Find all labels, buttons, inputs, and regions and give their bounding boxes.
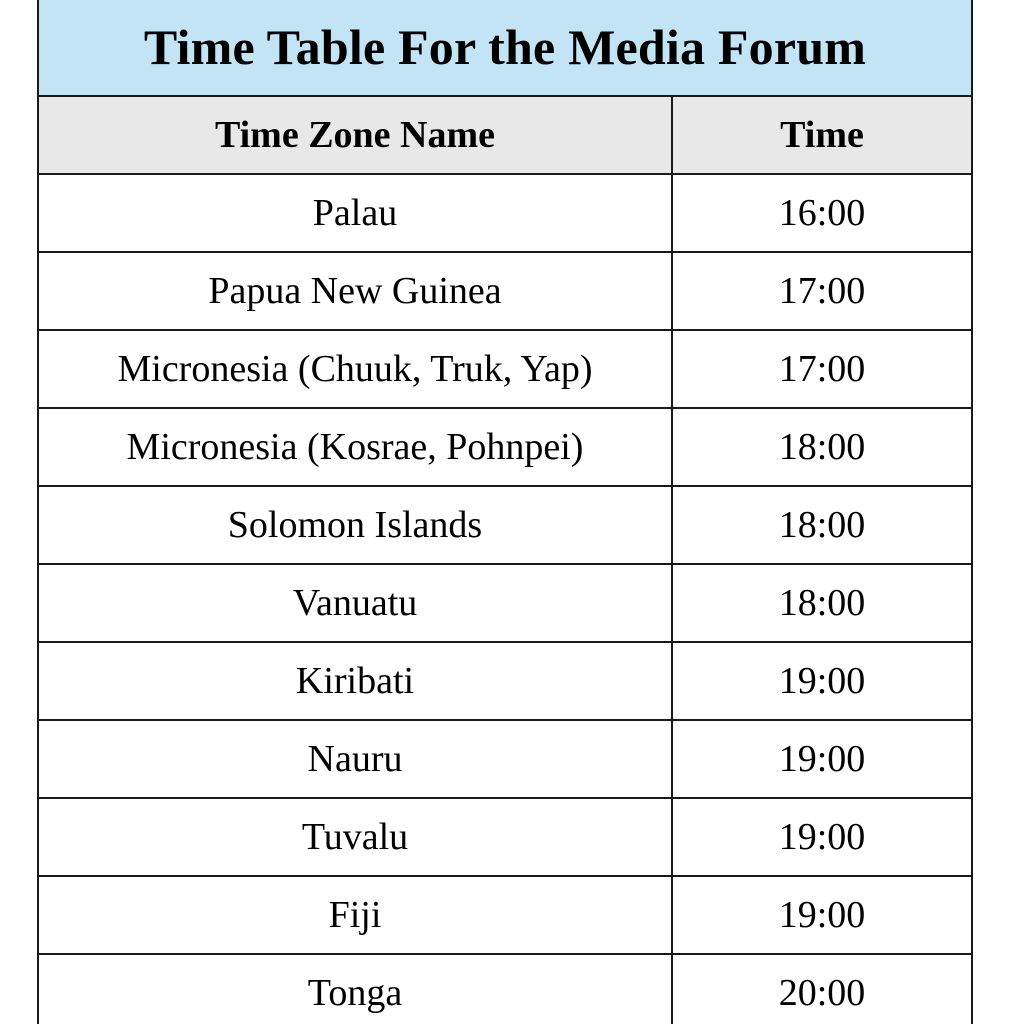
zone-cell: Kiribati — [38, 642, 672, 720]
time-cell: 20:00 — [672, 954, 972, 1024]
timetable-body — [38, 0, 972, 1024]
zone-cell: Palau — [38, 174, 672, 252]
table-row — [38, 252, 972, 330]
table-row — [38, 720, 972, 798]
time-cell: 17:00 — [672, 330, 972, 408]
table-row — [38, 486, 972, 564]
zone-cell: Tonga — [38, 954, 672, 1024]
table-row — [38, 954, 972, 1024]
table-row — [38, 564, 972, 642]
time-cell: 18:00 — [672, 408, 972, 486]
table-row — [38, 642, 972, 720]
zone-cell: Papua New Guinea — [38, 252, 672, 330]
time-cell: 19:00 — [672, 876, 972, 954]
zone-cell: Micronesia (Chuuk, Truk, Yap) — [38, 330, 672, 408]
table-row — [38, 174, 972, 252]
title-row — [38, 0, 972, 96]
column-header-time: Time — [672, 96, 972, 174]
header-row — [38, 96, 972, 174]
table-row — [38, 798, 972, 876]
time-cell: 19:00 — [672, 720, 972, 798]
zone-cell: Micronesia (Kosrae, Pohnpei) — [38, 408, 672, 486]
column-header-zone: Time Zone Name — [38, 96, 672, 174]
time-cell: 19:00 — [672, 798, 972, 876]
time-cell: 19:00 — [672, 642, 972, 720]
zone-cell: Nauru — [38, 720, 672, 798]
time-cell: 17:00 — [672, 252, 972, 330]
table-title: Time Table For the Media Forum — [38, 0, 972, 96]
zone-cell: Solomon Islands — [38, 486, 672, 564]
timetable — [37, 0, 973, 1024]
zone-cell: Tuvalu — [38, 798, 672, 876]
time-cell: 18:00 — [672, 486, 972, 564]
zone-cell: Fiji — [38, 876, 672, 954]
time-cell: 18:00 — [672, 564, 972, 642]
zone-cell: Vanuatu — [38, 564, 672, 642]
table-row — [38, 330, 972, 408]
table-row — [38, 408, 972, 486]
time-cell: 16:00 — [672, 174, 972, 252]
table-row — [38, 876, 972, 954]
